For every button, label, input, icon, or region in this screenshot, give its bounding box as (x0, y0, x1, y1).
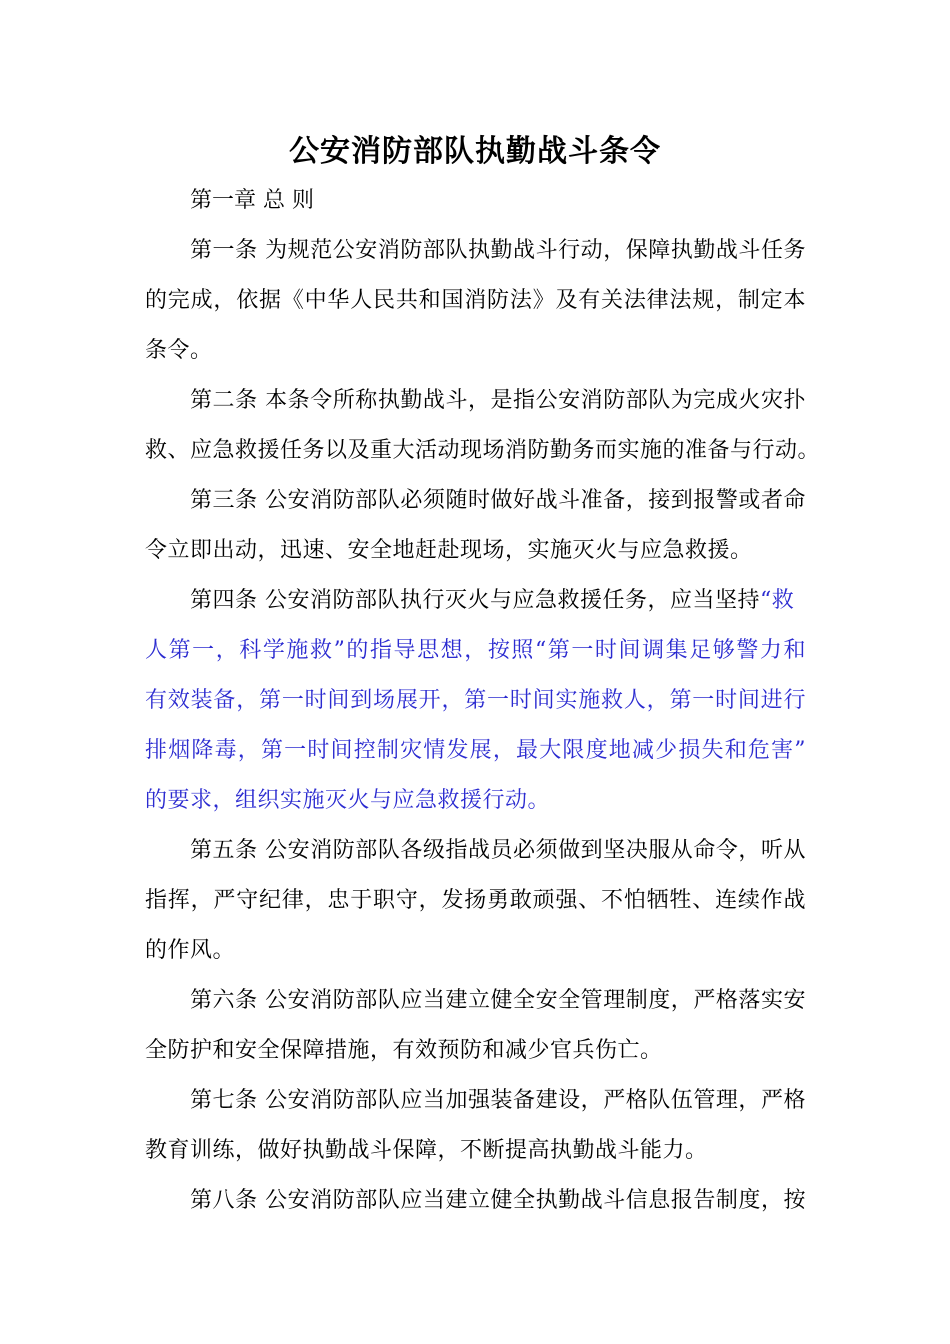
article-6-line-2: 全防护和安全保障措施，有效预防和减少官兵伤亡。 (145, 1038, 663, 1063)
article-1-line-1: 第一条 为规范公安消防部队执勤战斗行动，保障执勤战斗任务 (190, 238, 806, 263)
article-7-line-2: 教育训练，做好执勤战斗保障，不断提高执勤战斗能力。 (145, 1138, 708, 1163)
article-5-line-2: 指挥，严守纪律，忠于职守，发扬勇敢顽强、不怕牺牲、连续作战 (145, 888, 806, 913)
article-4-line-1-text: 第四条 公安消防部队执行灭火与应急救援任务，应当坚持 (190, 588, 760, 613)
article-1-line-2: 的完成，依据《中华人民共和国消防法》及有关法律法规，制定本 (145, 288, 806, 313)
article-2-line-2: 救、应急救援任务以及重大活动现场消防勤务而实施的准备与行动。 (145, 438, 821, 463)
article-4-line-1 (190, 582, 794, 620)
article-6-line-1: 第六条 公安消防部队应当建立健全安全管理制度，严格落实安 (190, 988, 806, 1013)
article-1-line-3: 条令。 (145, 338, 213, 363)
article-8-line-1: 第八条 公安消防部队应当建立健全执勤战斗信息报告制度，按 (190, 1188, 806, 1213)
article-5-line-1: 第五条 公安消防部队各级指战员必须做到坚决服从命令，听从 (190, 838, 806, 863)
article-3-line-2: 令立即出动，迅速、安全地赶赴现场，实施灭火与应急救援。 (145, 538, 753, 563)
document-title: 公安消防部队执勤战斗条令 (289, 134, 661, 169)
article-4-line-4: 排烟降毒，第一时间控制灾情发展，最大限度地减少损失和危害” (145, 738, 806, 763)
chapter-heading: 第一章 总 则 (190, 188, 314, 213)
article-7-line-1: 第七条 公安消防部队应当加强装备建设，严格队伍管理，严格 (190, 1088, 806, 1113)
article-3-line-1: 第三条 公安消防部队必须随时做好战斗准备，接到报警或者命 (190, 488, 806, 513)
article-4-line-3: 有效装备，第一时间到场展开，第一时间实施救人，第一时间进行 (145, 688, 806, 713)
article-4-quote-start: “救 (760, 588, 795, 613)
article-4-line-5: 的要求，组织实施灭火与应急救援行动。 (145, 788, 551, 813)
article-5-line-3: 的作风。 (145, 938, 236, 963)
article-4-line-2: 人第一，科学施救”的指导思想，按照“第一时间调集足够警力和 (145, 638, 806, 663)
article-2-line-1: 第二条 本条令所称执勤战斗，是指公安消防部队为完成火灾扑 (190, 388, 806, 413)
